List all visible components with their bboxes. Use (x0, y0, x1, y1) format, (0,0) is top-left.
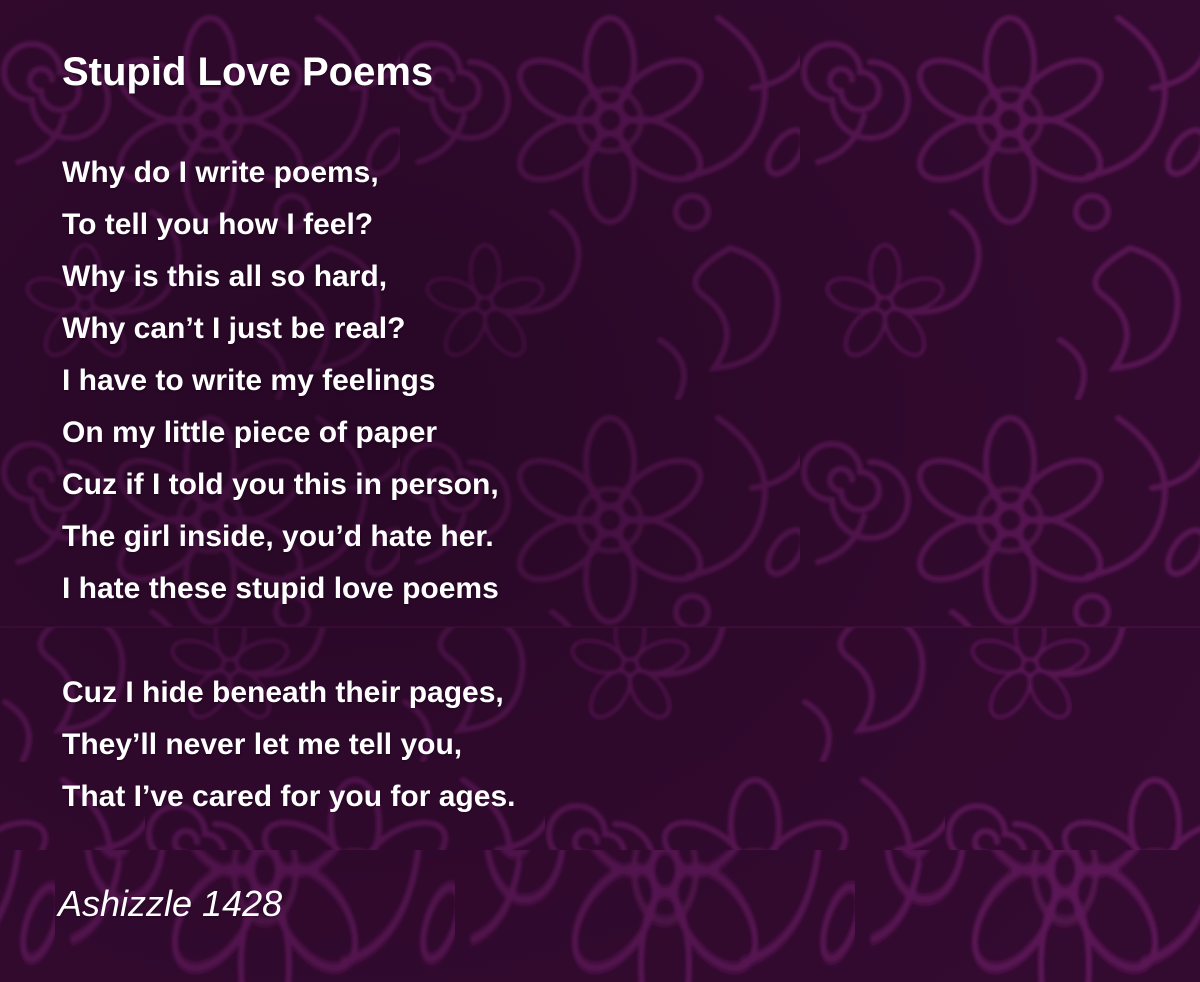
poem-line: Cuz I hide beneath their pages, (62, 676, 504, 709)
poem-line: I hate these stupid love poems (62, 572, 499, 605)
poem-line: The girl inside, you’d hate her. (62, 520, 494, 553)
poem-line: They’ll never let me tell you, (62, 728, 463, 761)
poem-title: Stupid Love Poems (62, 50, 434, 94)
poem-line: I have to write my feelings (62, 364, 436, 397)
stanza-2 (62, 667, 515, 823)
poem-author: Ashizzle 1428 (58, 883, 283, 924)
poem-line: Cuz if I told you this in person, (62, 468, 499, 501)
poem-line: Why can’t I just be real? (62, 312, 406, 345)
poem-body (62, 147, 515, 823)
poem-line: On my little piece of paper (62, 416, 438, 449)
poem-line: That I’ve cared for you for ages. (62, 780, 516, 813)
stanza-1 (62, 147, 515, 615)
poem-line: Why do I write poems, (62, 156, 379, 189)
poem-line: To tell you how I feel? (62, 208, 374, 241)
poem-line: Why is this all so hard, (62, 260, 388, 293)
